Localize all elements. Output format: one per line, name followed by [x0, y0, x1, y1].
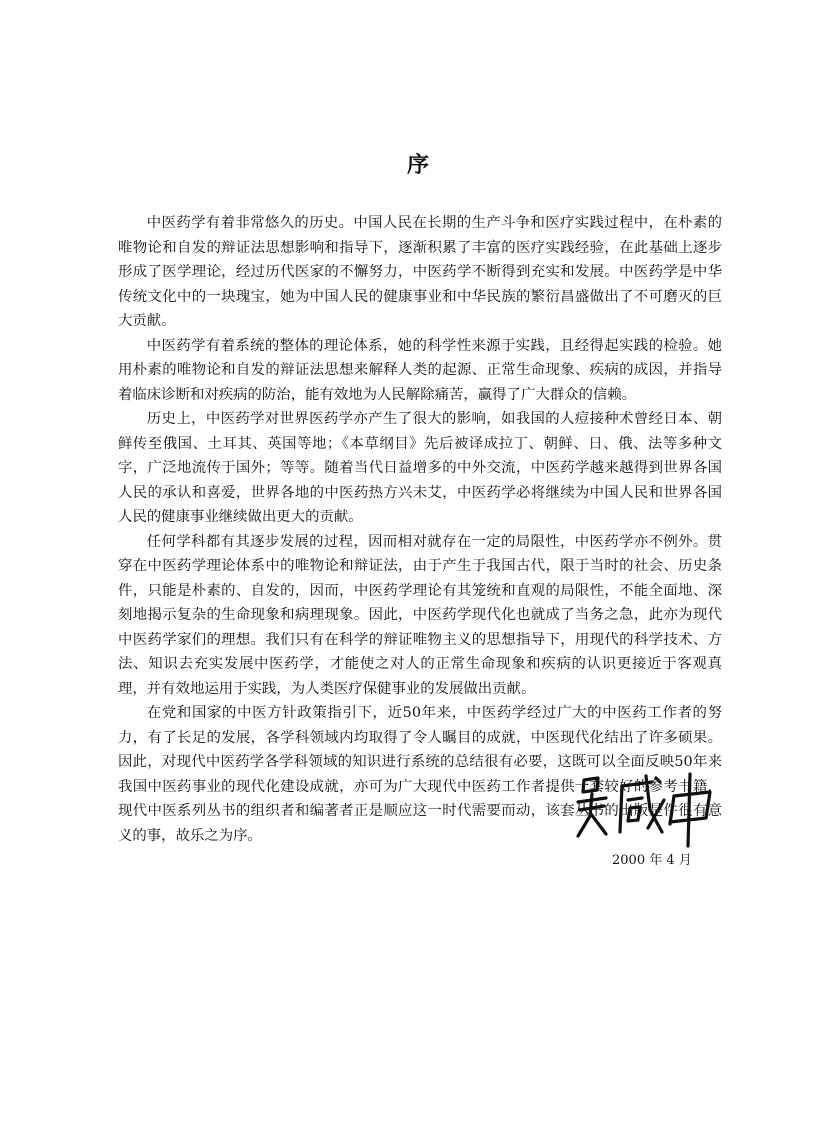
preface-body: [118, 211, 722, 848]
paragraph-3: 历史上，中医药学对世界医药学亦产生了很大的影响，如我国的人痘接种术曾经日本、朝鲜传至俄国、土耳其、英国等地；《本草纲目》先后被译成拉丁、朝鲜、日、俄、法等多种文字，广泛地流传于国外；等等。随着当代日益增多的中外交流，中医药学越来越得到世界各国人民的承认和喜爱，世界各地的中医药热方兴未艾，中医药学必将继续为中国人民和世界各国人民的健康事业继续做出更大的贡献。: [118, 411, 722, 525]
page-title: 序: [406, 153, 431, 178]
paragraph-5: 在党和国家的中医方针政策指引下，近50年来，中医药学经过广大的中医药工作者的努力，有了长足的发展，各学科领域内均取得了令人瞩目的成就，中医现代化结出了许多硕果。因此，对现代中医药学各学科领域的知识进行系统的总结很有必要，这既可以全面反映50年来我国中医药事业的现代化建设成就，亦可为广大现代中医药工作者提供一套较好的参考书籍，现代中医系列丛书的组织者和编著者正是顺应这一时代需要而动，该套丛书的出版是件很有意义的事，故乐之为序。: [118, 705, 722, 844]
date-line: 2000 年 4 月: [612, 853, 692, 868]
handwritten-signature: [570, 770, 720, 848]
paragraph-4: 任何学科都有其逐步发展的过程，因而相对就存在一定的局限性，中医药学亦不例外。贯穿在中医药学理论体系中的唯物论和辩证法，由于产生于我国古代，限于当时的社会、历史条件，只能是朴素的、自发的，因而，中医药学理论有其笼统和直观的局限性，不能全面地、深刻地揭示复杂的生命现象和病理现象。因此，中医药学现代化也就成了当务之急，此亦为现代中医药学家们的理想。我们只有在科学的辩证唯物主义的思想指导下，用现代的科学技术、方法、知识去充实发展中医药学，才能使之对人的正常生命现象和疾病的认识更接近于客观真理，并有效地运用于实践，为人类医疗保健事业的发展做出贡献。: [118, 533, 722, 697]
paragraph-2: 中医药学有着系统的整体的理论体系，她的科学性来源于实践，且经得起实践的检验。她用朴素的唯物论和自发的辩证法思想来解释人类的起源、正常生命现象、疾病的成因，并指导着临床诊断和对疾病的防治，能有效地为人民解除痛苦，赢得了广大群众的信赖。: [118, 337, 722, 403]
paragraph-1: 中医药学有着非常悠久的历史。中国人民在长期的生产斗争和医疗实践过程中，在朴素的唯物论和自发的辩证法思想影响和指导下，逐渐积累了丰富的医疗实践经验，在此基础上逐步形成了医学理论，经过历代医家的不懈努力，中医药学不断得到充实和发展。中医药学是中华传统文化中的一块瑰宝，她为中国人民的健康事业和中华民族的繁衍昌盛做出了不可磨灭的巨大贡献。: [118, 215, 722, 329]
